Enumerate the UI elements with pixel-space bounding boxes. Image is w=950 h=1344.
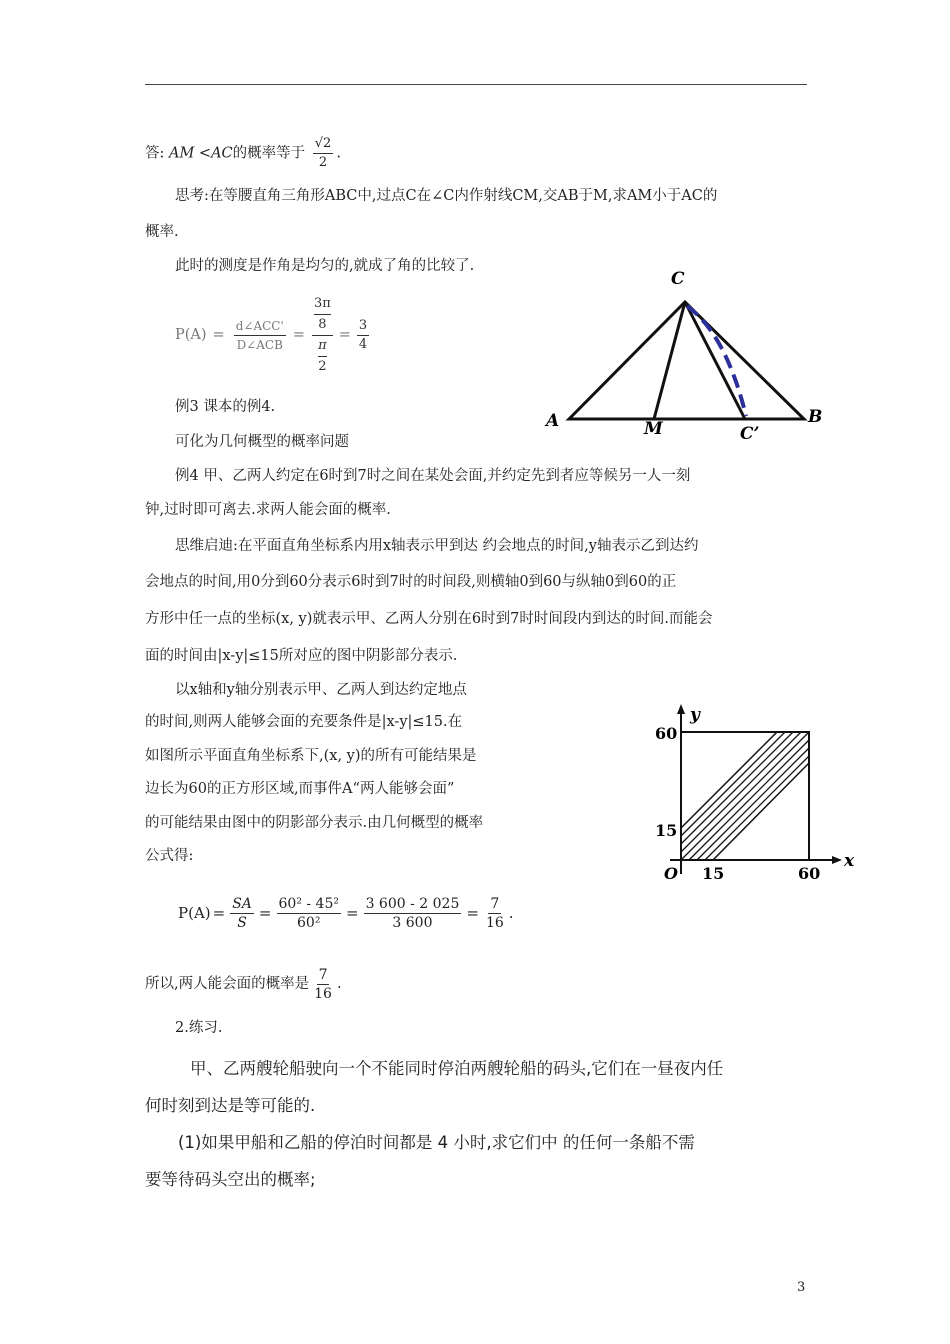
think-line-2: 概率. [145, 224, 179, 240]
page-number: 3 [797, 1280, 806, 1295]
header-rule [145, 84, 807, 85]
convert-note: 可化为几何概型的概率问题 [175, 434, 349, 450]
formula1-equals: = [212, 327, 225, 343]
triangle-abc [569, 302, 804, 419]
answer-prefix: 答: [145, 145, 165, 162]
exercise-heading: 2.练习. [175, 1020, 223, 1036]
hint-line-1: 思维启迪:在平面直角坐标系内用x轴表示甲到达 约会地点的时间,y轴表示乙到达约 [175, 538, 699, 554]
x-axis-label: x [844, 851, 855, 871]
formula2-lhs: P(A) [178, 904, 211, 922]
exercise-line-3: (1)如果甲船和乙船的停泊时间都是 4 小时,求它们中 的任何一条船不需 [178, 1133, 695, 1152]
formula2-period: . [508, 904, 514, 922]
formula1-result-numerator: 3 [357, 317, 369, 336]
y-tick-15: 15 [655, 821, 678, 840]
hatch-line [689, 740, 809, 860]
hint-line-3: 方形中任一点的坐标(x, y)就表示甲、乙两人分别在6时到7时时间段内到达的时间.而能会 [145, 611, 713, 627]
ray-cc-prime [685, 302, 745, 419]
x-tick-15: 15 [702, 864, 725, 883]
exercise-line-1: 甲、乙两艘轮船驶向一个不能同时停泊两艘轮船的码头,它们在一昼夜内任 [190, 1059, 724, 1078]
formula1-inner-den-top: π [318, 336, 327, 357]
conclusion-numerator: 7 [318, 966, 328, 983]
think-line-1: 思考:在等腰直角三角形ABC中,过点C在∠C内作射线CM,交AB于M,求AM小于AC的 [175, 188, 718, 204]
x-axis-arrow [832, 856, 842, 864]
y-axis-arrow [677, 704, 685, 714]
answer-line [145, 135, 341, 172]
formula2-f2-denominator: 60² [297, 914, 321, 931]
conclusion-line [145, 962, 342, 1006]
answer-fraction-denominator: 2 [318, 155, 328, 170]
answer-fraction-numerator: √2 [313, 135, 334, 154]
meeting-square-diagram [640, 698, 860, 888]
measure-text: 此时的测度是作角是均匀的,就成了角的比较了. [175, 258, 475, 274]
solution-line-6: 公式得: [145, 848, 194, 864]
hatch-line [681, 732, 809, 860]
hatch-line [681, 732, 801, 852]
example-3: 例3 课本的例4. [175, 399, 276, 415]
origin-label: O [664, 864, 678, 883]
answer-expression: AM <AC [169, 145, 233, 162]
formula1-result-denominator: 4 [358, 336, 368, 352]
exercise-line-4: 要等待码头空出的概率; [145, 1170, 316, 1189]
label-c-prime: C’ [740, 424, 760, 444]
solution-line-5: 的可能结果由图中的阴影部分表示.由几何概型的概率 [145, 815, 484, 831]
y-axis-label: y [690, 705, 700, 725]
y-tick-60: 60 [655, 724, 678, 743]
solution-line-2: 的时间,则两人能够会面的充要条件是|x-y|≤15.在 [145, 714, 463, 730]
answer-period: . [336, 145, 341, 162]
formula1-inner-den-bottom: 2 [318, 358, 327, 374]
hint-line-4: 面的时间由|x-y|≤15所对应的图中阴影部分表示. [145, 648, 458, 664]
conclusion-period: . [336, 976, 342, 992]
formula2-f3-denominator: 3 600 [392, 914, 433, 931]
formula-angle-probability: P(A) = $\frac{\text{d∠ACC'}}{\text{D∠ACB}}$ = 3π 8 π 2 = $\frac{3}{4}$ [175, 295, 372, 375]
conclusion-text: 所以,两人能会面的概率是 [145, 976, 310, 992]
label-m: M [644, 419, 663, 439]
solution-line-3: 如图所示平面直角坐标系下,(x, y)的所有可能结果是 [145, 748, 477, 764]
formula2-f4-numerator: 7 [490, 895, 500, 912]
formula-meeting-probability: P(A) = $\frac{SA}{S}$ = $\frac{\text{60² - 45²}}{\text{60²}}$ = $\frac{3 600 - 2 025}{3 600}$ = $\frac{7}{16}$ . [178, 895, 514, 931]
hint-line-2: 会地点的时间,用0分到60分表示6时到7时的时间段,则横轴0到60与纵轴0到60的正 [145, 574, 677, 590]
formula1-denominator: D∠ACB [236, 337, 283, 352]
answer-text: 的概率等于 [232, 145, 306, 162]
formula1-inner-num-top: 3π [314, 294, 331, 315]
triangle-diagram [540, 262, 830, 444]
exercise-line-2: 何时刻到达是等可能的. [145, 1096, 316, 1115]
solution-line-1: 以x轴和y轴分别表示甲、乙两人到达约定地点 [175, 682, 467, 698]
formula1-inner-num-bottom: 8 [318, 316, 327, 332]
formula1-lhs: P(A) [175, 327, 207, 343]
hatch-line [705, 756, 809, 860]
label-a: A [546, 411, 560, 431]
formula1-numerator: d∠ACC' [234, 317, 286, 336]
formula2-f2-numerator: 60² - 45² [278, 895, 339, 912]
label-c: C [671, 269, 685, 289]
example-4-line-2: 钟,过时即可离去.求两人能会面的概率. [145, 502, 391, 518]
solution-line-4: 边长为60的正方形区域,而事件A“两人能够会面” [145, 781, 455, 797]
formula2-f1-denominator: S [237, 914, 247, 931]
formula2-f4-denominator: 16 [485, 914, 504, 931]
formula2-f1-numerator: SA [232, 895, 252, 912]
label-b: B [808, 407, 823, 427]
example-4-line-1: 例4 甲、乙两人约定在6时到7时之间在某处会面,并约定先到者应等候另一人一刻 [175, 468, 691, 484]
formula2-f3-numerator: 3 600 - 2 025 [365, 895, 460, 912]
x-tick-60: 60 [798, 864, 821, 883]
hatch-line [681, 732, 785, 836]
conclusion-denominator: 16 [314, 985, 332, 1002]
